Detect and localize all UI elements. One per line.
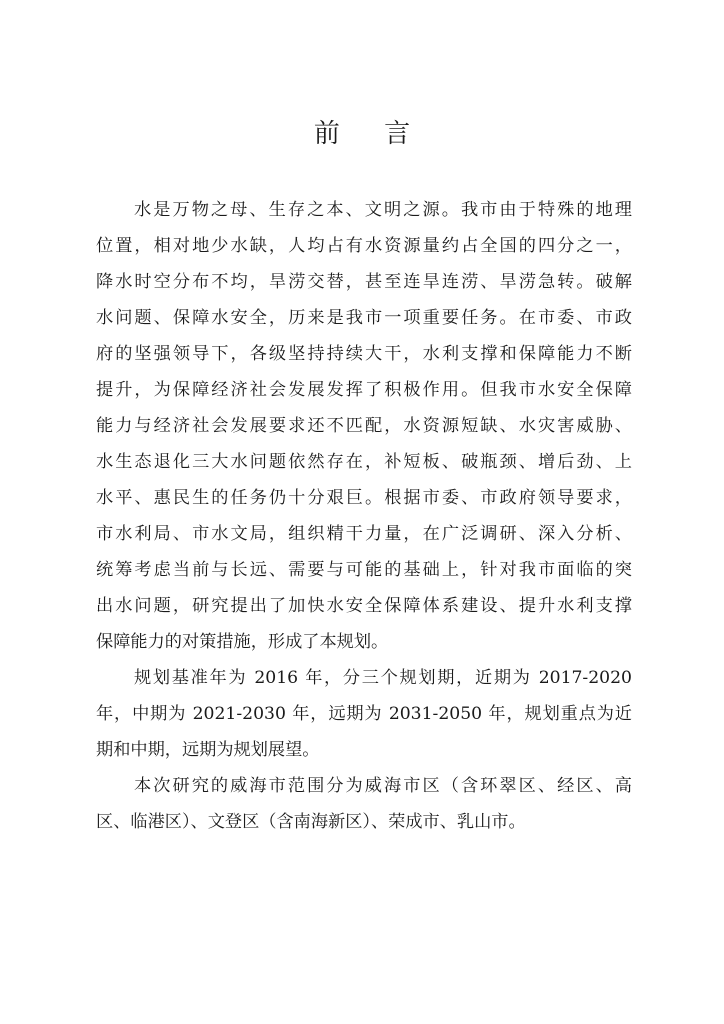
body-text (96, 192, 632, 840)
paragraph-scope (96, 768, 632, 840)
text-line: 府的坚强领导下，各级坚持持续大干，水利支撑和保障能力不断 (96, 344, 632, 364)
text-line: 能力与经济社会发展要求还不匹配，水资源短缺、水灾害威胁、 (96, 416, 632, 436)
text-line: 水生态退化三大水问题依然存在，补短板、破瓶颈、增后劲、上 (96, 452, 632, 472)
paragraph-intro (96, 192, 632, 660)
text-line: 提升，为保障经济社会发展发挥了积极作用。但我市水安全保障 (96, 380, 632, 400)
text-line: 位置，相对地少水缺，人均占有水资源量约占全国的四分之一， (96, 236, 632, 256)
text-line: 期和中期，远期为规划展望。 (96, 740, 320, 760)
text-line: 保障能力的对策措施，形成了本规划。 (96, 632, 389, 652)
text-line: 统筹考虑当前与长远、需要与可能的基础上，针对我市面临的突 (96, 560, 632, 580)
text-line: 年，中期为 2021-2030 年，远期为 2031-2050 年，规划重点为近 (96, 704, 632, 724)
text-line: 区、临港区）、文登区（含南海新区）、荣成市、乳山市。 (96, 812, 526, 832)
text-line: 水问题、保障水安全，历来是我市一项重要任务。在市委、市政 (96, 308, 632, 328)
text-line: 出水问题，研究提出了加快水安全保障体系建设、提升水利支撑 (96, 596, 632, 616)
text-line: 降水时空分布不均，旱涝交替，甚至连旱连涝、旱涝急转。破解 (96, 272, 632, 292)
text-line: 市水利局、市水文局，组织精干力量，在广泛调研、深入分析、 (96, 524, 632, 544)
text-line: 水是万物之母、生存之本、文明之源。我市由于特殊的地理 (134, 200, 632, 220)
text-line: 本次研究的威海市范围分为威海市区（含环翠区、经区、高 (134, 776, 632, 796)
page-title: 前 言 (313, 119, 429, 149)
paragraph-planning-period (96, 660, 632, 768)
text-line: 水平、惠民生的任务仍十分艰巨。根据市委、市政府领导要求， (96, 488, 632, 508)
text-line: 规划基准年为 2016 年，分三个规划期，近期为 2017-2020 (134, 668, 632, 688)
